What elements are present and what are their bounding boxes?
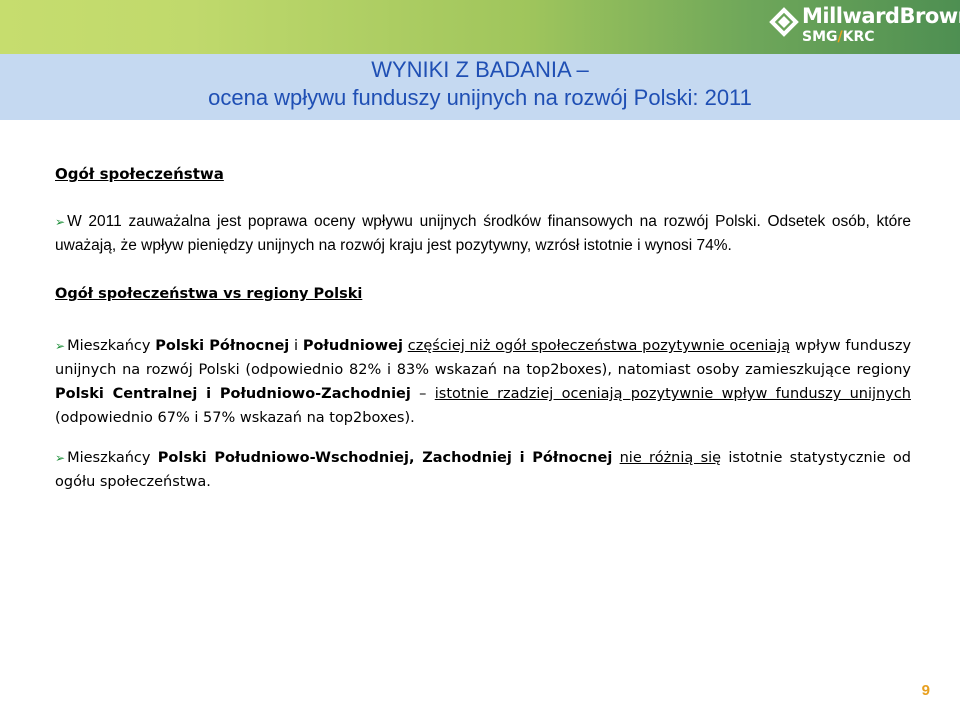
regions-paragraph-1: ➢ Mieszkańcy Polski Północnej i Południowej częściej niż ogół społeczeństwa pozytywnie oceniają wpływ funduszy unijnych na rozwój Polski (odpowiednio 82% i 83% wskazań na top2boxes), natomiast osoby zamieszkujące regiony Polski Centralnej i Południowo-Zachodniej – istotnie rzadziej oceniają pozytywnie wpływ funduszy unijnych (odpowiednio 67% i 57% wskazań na top2boxes). [55, 338, 912, 426]
slide-title [0, 56, 960, 112]
section-heading-general: Ogół społeczeństwa [55, 165, 224, 183]
title-line-2: ocena wpływu funduszy unijnych na rozwój Polski: 2011 [208, 85, 752, 110]
bullet-arrow-icon: ➢ [55, 215, 66, 229]
millward-brown-logo [766, 4, 972, 48]
logo-brand: MillwardBrown [802, 4, 972, 28]
regions-paragraph-2: ➢ Mieszkańcy Polski Południowo-Wschodniej, Zachodniej i Północnej nie różnią się istotnie statystycznie od ogółu społeczeństwa. [55, 450, 911, 490]
logo-sub: SMG/KRC [802, 29, 875, 45]
slide-content [55, 160, 911, 494]
title-line-1: WYNIKI Z BADANIA – [371, 57, 589, 82]
millward-brown-logo-icon [768, 6, 800, 38]
general-paragraph: ➢ W 2011 zauważalna jest poprawa oceny wpływu unijnych środków finansowych na rozwój Polski. Odsetek osób, które uważają, że wpływ pieniędzy unijnych na rozwój kraju jest pozytywny, wzrósł istotnie i wynosi 74%. [55, 213, 911, 254]
bullet-arrow-icon: ➢ [55, 339, 66, 353]
section-heading-regions: Ogół społeczeństwa vs regiony Polski [55, 286, 363, 302]
bullet-arrow-icon: ➢ [55, 451, 66, 465]
page-number: 9 [921, 682, 930, 699]
